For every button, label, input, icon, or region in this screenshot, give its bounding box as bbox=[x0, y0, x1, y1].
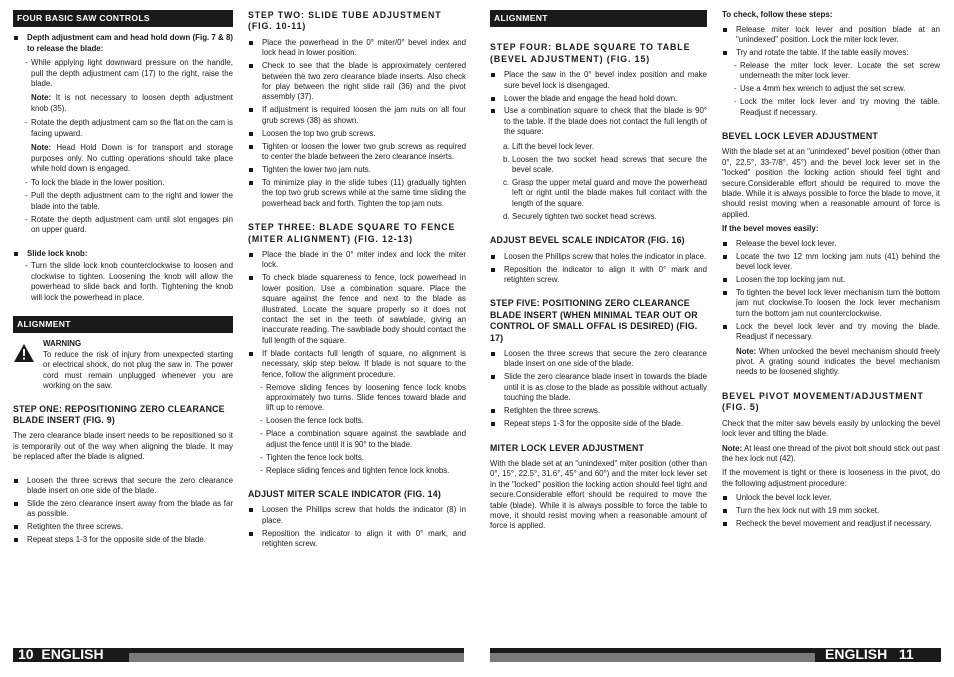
list-item bbox=[490, 178, 707, 209]
list-item: - Loosen the fence lock bolts. bbox=[248, 416, 466, 426]
list-item: - Pull the depth adjustment cam to the right and lower the blade into the table. bbox=[13, 191, 233, 212]
bevel-pivot-list bbox=[722, 493, 940, 529]
step5-title: STEP FIVE: POSITIONING ZERO CLEARANCE BLADE INSERT (WHEN MINIMAL TEAR OUT OR CONTROL OF SMALL OFFAL IS DESIRED) (FIG. 17) bbox=[490, 298, 698, 343]
miter-scale-title: ADJUST MITER SCALE INDICATOR (FIG. 14) bbox=[248, 488, 441, 499]
list-text: Loosen the two socket head screws that secure the bevel scale. bbox=[512, 154, 707, 175]
page-number-right: 11 bbox=[898, 646, 914, 662]
depth-adjustment-steps-3 bbox=[13, 178, 233, 235]
list-marker: d. bbox=[503, 211, 510, 221]
miter-lock-text: With the blade set at an "unindexed" miter position (other than 0°, 15°, 22.5°, 31.6°, 45° and 60°) and the miter lock lever set in the "locked" position the locking action should feel tight and secure.Considerable effort should be required to move the table (blade). While it is always possible to force the table to move, it should resist moving when a reasonable amount of force is applied. bbox=[490, 458, 707, 531]
column-3 bbox=[490, 10, 707, 536]
step3-title: STEP THREE: BLADE SQUARE TO FENCE (MITER ALIGNMENT) (FIG. 12-13) bbox=[248, 222, 456, 244]
bevel-lock-title: BEVEL LOCK LEVER ADJUSTMENT bbox=[722, 130, 878, 141]
bevel-scale-title: ADJUST BEVEL SCALE INDICATOR (FIG. 16) bbox=[490, 235, 685, 246]
list-item: - Turn the slide lock knob counterclockwise to loosen and clockwise to tighten. Loosening the knob will allow the powerhead to slide back and forth. Tightening the knob will lock the powerhead in place. bbox=[13, 261, 233, 303]
section-banner-basic-saw-controls: FOUR BASIC SAW CONTROLS bbox=[13, 10, 233, 27]
list-item: Reposition the indicator to align it with 0° mark and retighten screw. bbox=[490, 265, 707, 286]
footer-right bbox=[490, 648, 941, 662]
bevel-pivot-text: Check that the miter saw bevels easily by unlocking the bevel lock lever and tilting the blade. bbox=[722, 418, 940, 439]
list-item: Release the bevel lock lever. bbox=[722, 239, 940, 249]
list-item: Loosen the three screws that secure the zero clearance blade insert on one side of the blade. bbox=[490, 349, 707, 370]
list-item: - To lock the blade in the lower position. bbox=[13, 178, 233, 188]
list-marker: b. bbox=[503, 154, 510, 164]
list-item: Place the blade in the 0° miter index and lock the miter lock. bbox=[248, 250, 466, 271]
step1-text: The zero clearance blade insert needs to be repositioned so it is temporarily out of the way when aligning the blade. It may be replaced after the blade is aligned. bbox=[13, 431, 233, 462]
list-item: Loosen the Phillips screw that holes the indicator in place. bbox=[490, 252, 707, 262]
step4-sublist bbox=[490, 142, 707, 222]
page-number-left: 10 bbox=[18, 646, 34, 662]
list-item: Loosen the Phillips screw that holds the indicator (8) in place. bbox=[248, 505, 466, 526]
list-item: - Release the miter lock lever. Locate the set screw underneath the miter lock lever. bbox=[722, 61, 940, 82]
section-banner-alignment-right: ALIGNMENT bbox=[490, 10, 707, 27]
list-item: If blade contacts full length of square, no alignment is necessary, skip step below. If blade is not square to the fence, follow the alignment procedure. bbox=[248, 349, 466, 380]
note-text: At least one thread of the pivot bolt should stick out past the hex lock nut (42). bbox=[722, 443, 940, 464]
list-text: Securely tighten two socket head screws. bbox=[512, 211, 657, 221]
step4-list bbox=[490, 70, 707, 138]
step1-title: STEP ONE: REPOSITIONING ZERO CLEARANCE BLADE INSERT (FIG. 9) bbox=[13, 403, 225, 425]
note-text: It is not necessary to loosen depth adjustment knob (35). bbox=[31, 93, 233, 113]
column-1 bbox=[13, 10, 233, 550]
list-item: - Lock the miter lock lever and try moving the table. Readjust if necessary. bbox=[722, 97, 940, 118]
list-item: - Replace sliding fences and tighten fence lock knobs. bbox=[248, 466, 466, 476]
note-text: When unlocked the bevel mechanism should freely pivot. A grating sound indicates the bevel mechanism needs to be loosened slightly. bbox=[736, 346, 940, 377]
depth-adjustment-heading: Depth adjustment cam and head hold down (Fig. 7 & 8) to release the blade: bbox=[13, 33, 233, 54]
list-item: Repeat steps 1-3 for the opposite side of the blade. bbox=[490, 419, 707, 429]
step1-list bbox=[13, 476, 233, 546]
list-item: To minimize play in the slide tubes (11) gradually tighten the top two grub screws while at the same time sliding the powerhead back and forth. Tighten the top jam nuts. bbox=[248, 178, 466, 209]
warning-title: WARNING bbox=[43, 339, 82, 349]
list-item: - Rotate the depth adjustment cam until slot engages pin on upper guard. bbox=[13, 215, 233, 236]
list-item: Locate the two 12 mm locking jam nuts (41) behind the bevel lock lever. bbox=[722, 252, 940, 273]
check-steps-title: To check, follow these steps: bbox=[722, 10, 833, 19]
warning-icon bbox=[13, 339, 35, 395]
list-item bbox=[490, 212, 707, 222]
list-item: Tighten or loosen the lower two grub screws as required to center the blade between the zero clearance inserts. bbox=[248, 142, 466, 163]
note-label: Note: bbox=[31, 143, 52, 153]
note-text: Head Hold Down is for transport and storage purposes only. No cutting operations should take place while hold down is engaged. bbox=[31, 143, 233, 173]
list-item: Loosen the top two grub screws. bbox=[248, 129, 466, 139]
slide-lock-heading: Slide lock knob: bbox=[13, 249, 233, 259]
note bbox=[13, 93, 233, 114]
list-item: Loosen the top locking jam nut. bbox=[722, 275, 940, 285]
list-item: Turn the hex lock nut with 19 mm socket. bbox=[722, 506, 940, 516]
language-label-left: ENGLISH bbox=[41, 646, 104, 662]
note-label: Note: bbox=[722, 443, 743, 453]
bevel-moves-list bbox=[722, 239, 940, 343]
miter-scale-list bbox=[248, 505, 466, 549]
bevel-pivot-title: BEVEL PIVOT MOVEMENT/ADJUSTMENT (FIG. 5) bbox=[722, 390, 924, 413]
note bbox=[13, 143, 233, 174]
list-item: Try and rotate the table. If the table easily moves: bbox=[722, 48, 940, 58]
list-item: Retighten the three screws. bbox=[490, 406, 707, 416]
step3-list bbox=[248, 250, 466, 476]
note bbox=[722, 444, 940, 465]
list-item: To check blade squareness to fence, lock powerhead in lower position. Use a combination square. Place the square against the fence and next to the blade as illustrated. Locate the square properly so it does not contact the set in the teeth of sawblade, giving an inaccurate reading. The sawblade body should contact the full length of the square. bbox=[248, 273, 466, 346]
bevel-pivot-text-2: If the movement is tight or there is looseness in the pivot, do the following adjustment procedure: bbox=[722, 468, 940, 488]
list-item: Tighten the lower two jam nuts. bbox=[248, 165, 466, 175]
list-item: Lower the blade and engage the head hold down. bbox=[490, 94, 707, 104]
list-item: Lock the bevel lock lever and try moving the blade. Readjust if necessary. bbox=[722, 322, 940, 343]
step4-title: STEP FOUR: BLADE SQUARE TO TABLE (BEVEL ADJUSTMENT) (FIG. 15) bbox=[490, 42, 691, 64]
column-4 bbox=[722, 10, 940, 534]
list-item: Retighten the three screws. bbox=[13, 522, 233, 532]
warning-block bbox=[13, 339, 233, 395]
bevel-moves-title: If the bevel moves easily: bbox=[722, 224, 819, 234]
column-2 bbox=[248, 10, 466, 554]
list-item bbox=[490, 142, 707, 152]
list-item: Slide the zero clearance insert away from the blade as far as possible. bbox=[13, 499, 233, 520]
note-label: Note: bbox=[736, 346, 757, 356]
check-list bbox=[722, 25, 940, 118]
list-item: To tighten the bevel lock lever mechanism turn the bottom jam nut clockwise.To loosen the lock lever mechanism turn the bottom jam nut counterclockwise. bbox=[722, 288, 940, 319]
step2-title: STEP TWO: SLIDE TUBE ADJUSTMENT (FIG. 10-11) bbox=[248, 10, 442, 32]
list-item: Repeat steps 1-3 for the opposite side of the blade. bbox=[13, 535, 233, 545]
miter-lock-title: MITER LOCK LEVER ADJUSTMENT bbox=[490, 442, 645, 453]
list-item: - Remove sliding fences by loosening fence lock knobs approximately two turns. Slide fences toward blade and lift up to remove. bbox=[248, 383, 466, 414]
list-item: - Tighten the fence lock bolts. bbox=[248, 453, 466, 463]
list-item: - Use a 4mm hex wrench to adjust the set screw. bbox=[722, 84, 940, 94]
section-banner-alignment: ALIGNMENT bbox=[13, 316, 233, 333]
list-marker: c. bbox=[503, 177, 510, 187]
note-label: Note: bbox=[31, 93, 52, 103]
footer-left-label bbox=[18, 647, 104, 662]
list-item: Slide the zero clearance blade insert in towards the blade until it is as close to the blade as possible without actually touching the blade. bbox=[490, 372, 707, 403]
list-item: Place the saw in the 0° bevel index position and make sure bevel lock is disengaged. bbox=[490, 70, 707, 91]
depth-adjustment-list bbox=[13, 33, 233, 54]
list-item: Unlock the bevel lock lever. bbox=[722, 493, 940, 503]
step2-list bbox=[248, 38, 466, 209]
language-label-right: ENGLISH bbox=[825, 646, 888, 662]
depth-adjustment-steps bbox=[13, 58, 233, 89]
depth-adjustment-steps-2 bbox=[13, 118, 233, 139]
list-item: - While applying light downward pressure on the handle, pull the depth adjustment cam (17) to the right, raise the blade. bbox=[13, 58, 233, 89]
bevel-lock-text: With the blade set at an "unindexed" bevel position (other than 0°, 22.5°, 33-7/8°, 45°) and the bevel lock lever set in the "locked" position the locking action should feel tight and secure.Considerable effort should be required to move the blade. While it is always possible to force the blade to move, it should resist moving when a reasonable amount of force is applied. bbox=[722, 147, 940, 219]
bevel-scale-list bbox=[490, 252, 707, 286]
list-item: Check to see that the blade is approximately centered between the two zero clearance blade inserts. Also check for play between the right slide rail (36) and the pivot assembly (37). bbox=[248, 61, 466, 103]
note bbox=[722, 347, 940, 378]
slide-lock-list bbox=[13, 249, 233, 304]
warning-text: To reduce the risk of injury from unexpected starting or electrical shock, do not plug the saw in. The power cord must remain unplugged whenever you are working on the saw. bbox=[43, 349, 233, 391]
list-item: Use a combination square to check that the blade is 90° to the table. If the blade does not contact the full length of the square: bbox=[490, 106, 707, 137]
list-item: Recheck the bevel movement and readjust if necessary. bbox=[722, 519, 940, 529]
list-item: Place the powerhead in the 0° miter/0° bevel index and lock head in lower position. bbox=[248, 38, 466, 59]
step5-list bbox=[490, 349, 707, 429]
list-item: Release miter lock lever and position blade at an "unindexed" position. Lock the miter lock lever. bbox=[722, 25, 940, 46]
list-text: Grasp the upper metal guard and move the powerhead left or right until the blade makes full contact with the length of the square. bbox=[512, 177, 707, 208]
list-item: Loosen the three screws that secure the zero clearance blade insert on one side of the blade. bbox=[13, 476, 233, 497]
list-item: If adjustment is required loosen the jam nuts on all four grub screws (38) as shown. bbox=[248, 105, 466, 126]
footer-right-label bbox=[825, 647, 914, 662]
footer-left bbox=[13, 648, 464, 662]
list-item bbox=[490, 155, 707, 176]
list-item: - Place a combination square against the sawblade and adjust the fence until it is 90° to the blade. bbox=[248, 429, 466, 450]
list-item: Reposition the indicator to align it with 0° mark, and retighten screw. bbox=[248, 529, 466, 550]
list-marker: a. bbox=[503, 141, 510, 151]
list-text: Lift the bevel lock lever. bbox=[512, 141, 595, 151]
list-item: - Rotate the depth adjustment cam so the flat on the cam is facing upward. bbox=[13, 118, 233, 139]
